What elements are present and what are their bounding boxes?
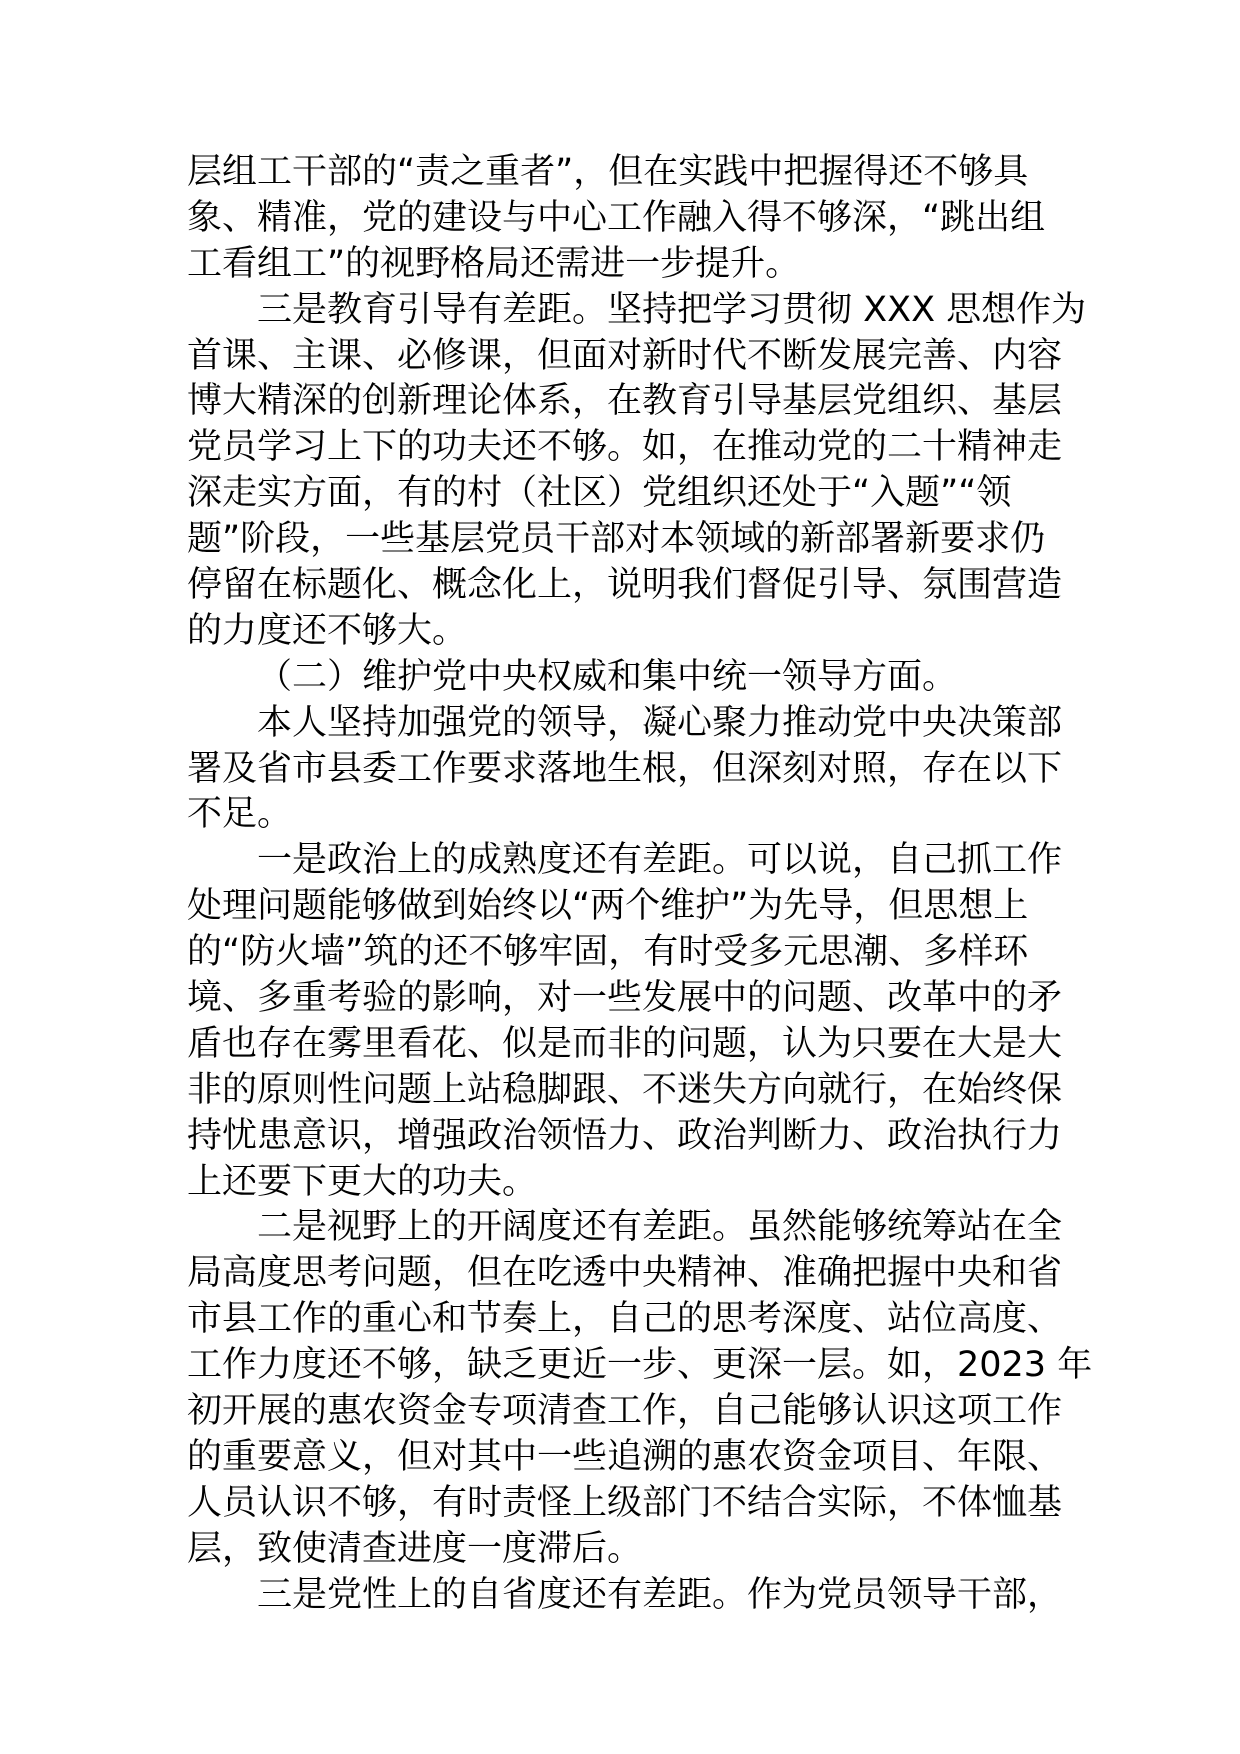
text-line: 的“防火墙”筑的还不够牢固，有时受多元思潮、多样环 <box>187 932 1029 973</box>
text-line: 署及省市县委工作要求落地生根，但深刻对照，存在以下 <box>187 748 1063 789</box>
text-line: 上还要下更大的功夫。 <box>187 1161 538 1202</box>
paragraph-first-line: （二）维护党中央权威和集中统一领导方面。 <box>257 656 958 697</box>
paragraph-first-line: 本人坚持加强党的领导，凝心聚力推动党中央决策部 <box>257 702 1063 743</box>
text-line: 不足。 <box>187 794 293 835</box>
text-line: 题”阶段，一些基层党员干部对本领域的新部署新要求仍 <box>187 519 1046 560</box>
text-line: 博大精深的创新理论体系，在教育引导基层党组织、基层 <box>187 381 1063 422</box>
text-line: 处理问题能够做到始终以“两个维护”为先导，但思想上 <box>187 886 1029 927</box>
text-line: 层组工干部的“责之重者”，但在实践中把握得还不够具 <box>187 152 1029 192</box>
paragraph-first-line: 二是视野上的开阔度还有差距。虽然能够统筹站在全 <box>257 1207 1063 1248</box>
text-line: 工看组工”的视野格局还需进一步提升。 <box>187 243 801 284</box>
text-line: 盾也存在雾里看花、似是而非的问题，认为只要在大是大 <box>187 1023 1063 1064</box>
text-line: 市县工作的重心和节奏上，自己的思考深度、站位高度、 <box>187 1299 1063 1340</box>
text-line: 象、精准，党的建设与中心工作融入得不够深，“跳出组 <box>187 197 1046 238</box>
text-line: 持忧患意识，增强政治领悟力、政治判断力、政治执行力 <box>187 1115 1063 1156</box>
text-line: 的力度还不够大。 <box>187 610 468 651</box>
text-line: 党员学习上下的功夫还不够。如，在推动党的二十精神走 <box>187 427 1063 468</box>
text-line: 工作力度还不够，缺乏更近一步、更深一层。如，2023 年 <box>187 1345 1093 1386</box>
text-line: 首课、主课、必修课，但面对新时代不断发展完善、内容 <box>187 335 1063 376</box>
paragraph-first-line: 三是教育引导有差距。坚持把学习贯彻 XXX 思想作为 <box>257 289 1087 330</box>
text-line: 停留在标题化、概念化上，说明我们督促引导、氛围营造 <box>187 565 1063 606</box>
text-line: 层，致使清查进度一度滞后。 <box>187 1528 643 1569</box>
text-line: 的重要意义，但对其中一些追溯的惠农资金项目、年限、 <box>187 1436 1063 1477</box>
text-line: 非的原则性问题上站稳脚跟、不迷失方向就行，在始终保 <box>187 1069 1063 1110</box>
body-text <box>187 150 1093 1619</box>
text-line: 人员认识不够，有时责怪上级部门不结合实际，不体恤基 <box>187 1482 1063 1523</box>
paragraph-first-line: 三是党性上的自省度还有差距。作为党员领导干部， <box>257 1574 1063 1615</box>
paragraph-first-line: 一是政治上的成熟度还有差距。可以说，自己抓工作 <box>257 840 1063 881</box>
text-line: 深走实方面，有的村（社区）党组织还处于“入题”“领 <box>187 473 1012 514</box>
text-line: 境、多重考验的影响，对一些发展中的问题、改革中的矛 <box>187 978 1063 1019</box>
text-line: 初开展的惠农资金专项清查工作，自己能够认识这项工作 <box>187 1391 1063 1432</box>
text-line: 局高度思考问题，但在吃透中央精神、准确把握中央和省 <box>187 1253 1063 1294</box>
